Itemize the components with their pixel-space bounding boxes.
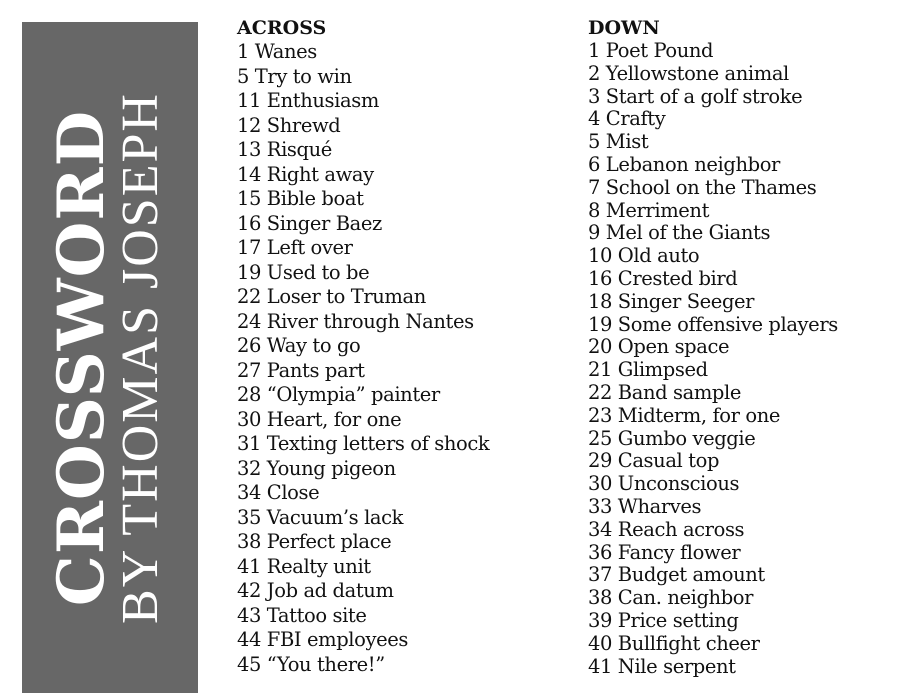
- down-clue: 1 Poet Pound: [588, 39, 714, 62]
- across-heading: ACROSS: [237, 17, 327, 39]
- down-clue: 10 Old auto: [588, 244, 700, 268]
- down-clue: 8 Merriment: [588, 198, 710, 222]
- down-clue-list: [588, 40, 838, 678]
- down-clue: 9 Mel of the Giants: [588, 221, 771, 245]
- across-clue: 5 Try to win: [237, 64, 352, 88]
- down-column: [588, 16, 838, 678]
- title-banner: [22, 22, 198, 693]
- down-clue: 34 Reach across: [588, 517, 745, 541]
- across-clue: 1 Wanes: [237, 40, 317, 63]
- down-clue: 7 School on the Thames: [588, 175, 817, 199]
- across-clue: 17 Left over: [237, 236, 353, 259]
- down-clue: 40 Bullfight cheer: [588, 631, 760, 655]
- down-clue: 21 Glimpsed: [588, 358, 708, 382]
- down-clue: 18 Singer Seeger: [588, 289, 755, 313]
- down-clue: 6 Lebanon neighbor: [588, 152, 780, 176]
- across-clue: 22 Loser to Truman: [237, 285, 426, 308]
- down-clue: 4 Crafty: [588, 107, 666, 131]
- across-clue: 35 Vacuum’s lack: [237, 505, 404, 529]
- down-clue: 19 Some offensive players: [588, 312, 838, 336]
- down-heading: DOWN: [588, 17, 660, 39]
- down-clue: 23 Midterm, for one: [588, 403, 780, 427]
- down-clue: 22 Band sample: [588, 380, 741, 404]
- down-clue: 3 Start of a golf stroke: [588, 84, 803, 108]
- down-clue: 39 Price setting: [588, 608, 739, 632]
- across-clue: 11 Enthusiasm: [237, 89, 379, 112]
- across-clue: 19 Used to be: [237, 260, 370, 284]
- across-clue: 13 Risqué: [237, 138, 332, 161]
- across-clue: 42 Job ad datum: [237, 579, 394, 602]
- across-clue: 45 “You there!”: [237, 652, 385, 676]
- across-clue: 14 Right away: [237, 162, 374, 186]
- down-clue: 5 Mist: [588, 130, 649, 154]
- down-clue: 37 Budget amount: [588, 563, 765, 587]
- crossword-title: CROSSWORD: [44, 109, 119, 606]
- down-clue: 20 Open space: [588, 335, 730, 359]
- down-clue: 33 Wharves: [588, 494, 702, 518]
- across-clue: 12 Shrewd: [237, 113, 341, 137]
- across-clue: 41 Realty unit: [237, 554, 371, 578]
- across-clue: 24 River through Nantes: [237, 309, 474, 333]
- down-clue: 41 Nile serpent: [588, 654, 736, 678]
- down-clue: 30 Unconscious: [588, 472, 740, 496]
- across-column: [237, 16, 489, 677]
- author-byline: BY THOMAS JOSEPH: [112, 91, 169, 624]
- across-clue: 27 Pants part: [237, 358, 365, 382]
- down-clue: 38 Can. neighbor: [588, 586, 754, 610]
- banner-text: [44, 78, 169, 638]
- across-clue: 26 Way to go: [237, 334, 361, 357]
- down-clue: 2 Yellowstone animal: [588, 61, 789, 85]
- down-clue: 16 Crested bird: [588, 266, 738, 290]
- across-clue: 34 Close: [237, 481, 320, 504]
- across-clue: 15 Bible boat: [237, 187, 364, 210]
- down-clue: 29 Casual top: [588, 449, 720, 473]
- across-clue: 31 Texting letters of shock: [237, 432, 490, 455]
- across-clue: 32 Young pigeon: [237, 456, 396, 480]
- across-clue: 28 “Olympia” painter: [237, 383, 440, 406]
- across-clue: 44 FBI employees: [237, 628, 408, 651]
- across-clue: 16 Singer Baez: [237, 211, 382, 235]
- across-clue: 30 Heart, for one: [237, 407, 402, 431]
- across-clue-list: [237, 40, 489, 677]
- down-clue: 25 Gumbo veggie: [588, 426, 756, 450]
- across-clue: 43 Tattoo site: [237, 603, 367, 627]
- down-clue: 36 Fancy flower: [588, 540, 741, 564]
- across-clue: 38 Perfect place: [237, 530, 392, 553]
